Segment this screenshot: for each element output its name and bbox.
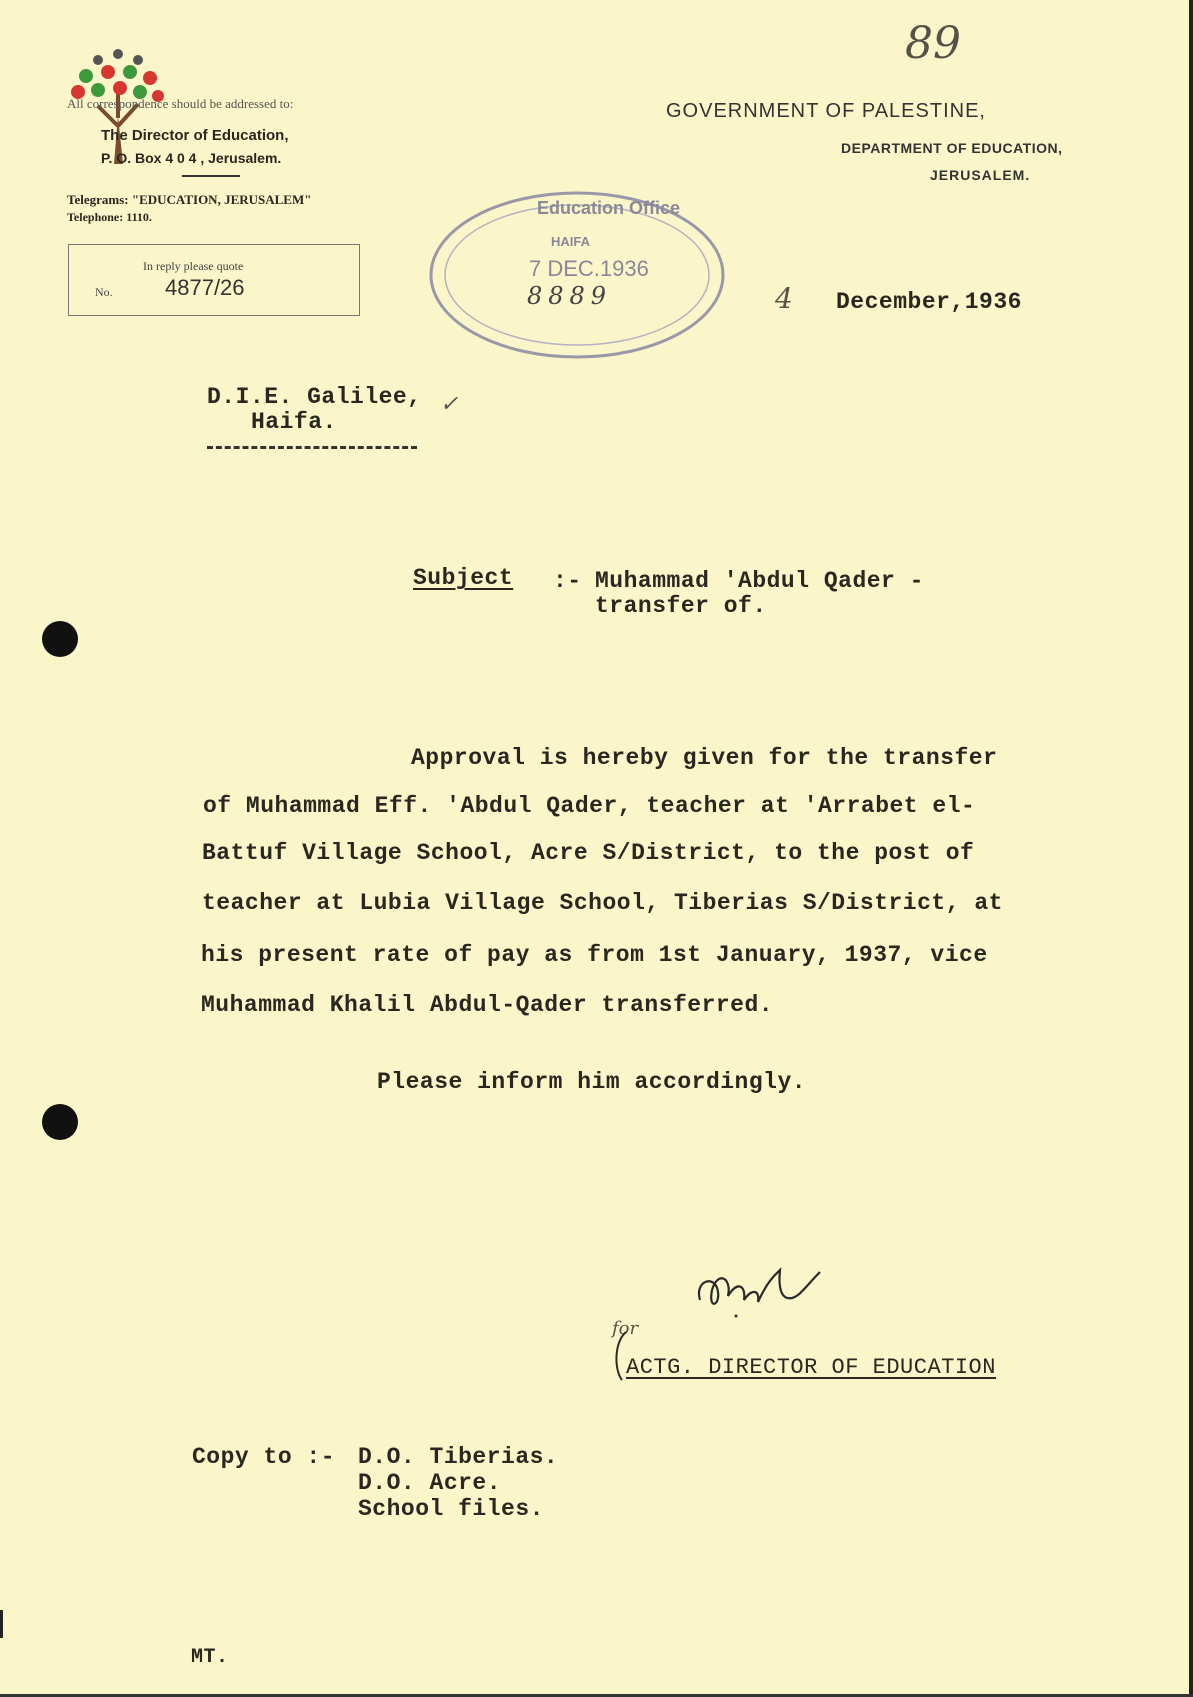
body-line-6: Muhammad Khalil Abdul-Qader transferred. [201,992,774,1018]
address-divider [182,175,240,177]
reference-number: 4877/26 [165,275,245,300]
signatory-title: ACTG. DIRECTOR OF EDUCATION [626,1355,996,1380]
check-mark: ✓ [440,392,459,417]
government-heading: GOVERNMENT OF PALESTINE, [666,100,986,122]
letter-date: December,1936 [836,289,1022,315]
signature-mark [688,1260,838,1322]
subject-line-2: transfer of. [595,593,767,619]
received-stamp [425,186,730,364]
reply-quote-label: In reply please quote [143,259,244,273]
recipient-line-1: D.I.E. Galilee, [207,384,422,410]
department-heading: DEPARTMENT OF EDUCATION, [841,140,1063,156]
scan-edge-right [1189,0,1193,1697]
number-label: No. [95,285,113,299]
telegrams-line: Telegrams: "EDUCATION, JERUSALEM" [67,192,312,207]
body-line-3: Battuf Village School, Acre S/District, to the post of [202,840,975,866]
address-instruction: All correspondence should be addressed to: [67,96,294,111]
po-box-line: P. O. Box 4 0 4 , Jerusalem. [101,150,282,166]
copy-to-label: Copy to :- [192,1444,336,1470]
body-line-4: teacher at Lubia Village School, Tiberias S/District, at [202,890,1003,916]
body-line-2: of Muhammad Eff. 'Abdul Qader, teacher at 'Arrabet el- [203,793,976,819]
punch-hole-top [42,621,78,657]
date-day-handwritten: 4 [775,282,793,315]
closing-line: Please inform him accordingly. [377,1069,807,1095]
copy-recipient-2: D.O. Acre. [358,1470,502,1496]
copy-recipient-3: School files. [358,1496,544,1522]
scan-edge-left [0,1610,3,1638]
body-line-5: his present rate of pay as from 1st January, 1937, vice [201,942,988,968]
for-handwritten: for [612,1318,639,1339]
subject-separator: :- [553,568,582,594]
recipient-line-2: Haifa. [251,409,337,435]
copy-recipient-1: D.O. Tiberias. [358,1444,559,1470]
body-line-1: Approval is hereby given for the transfer [411,745,998,771]
telephone-line: Telephone: 1110. [67,210,152,224]
typist-initials: MT. [191,1646,229,1669]
stamp-place: HAIFA [551,234,590,249]
stamp-number-handwritten: 8889 [527,282,613,310]
punch-hole-bottom [42,1104,78,1140]
stamp-office-name: Education Office [537,198,681,218]
stamp-date: 7 DEC.1936 [529,256,649,281]
page-number-handwritten: 89 [905,18,961,69]
city-heading: JERUSALEM. [930,167,1031,183]
addressee-line: The Director of Education, [101,127,289,144]
reference-box [68,244,360,316]
recipient-underline [207,446,417,449]
subject-line-1: Muhammad 'Abdul Qader - [595,568,924,594]
subject-label: Subject [413,565,514,591]
